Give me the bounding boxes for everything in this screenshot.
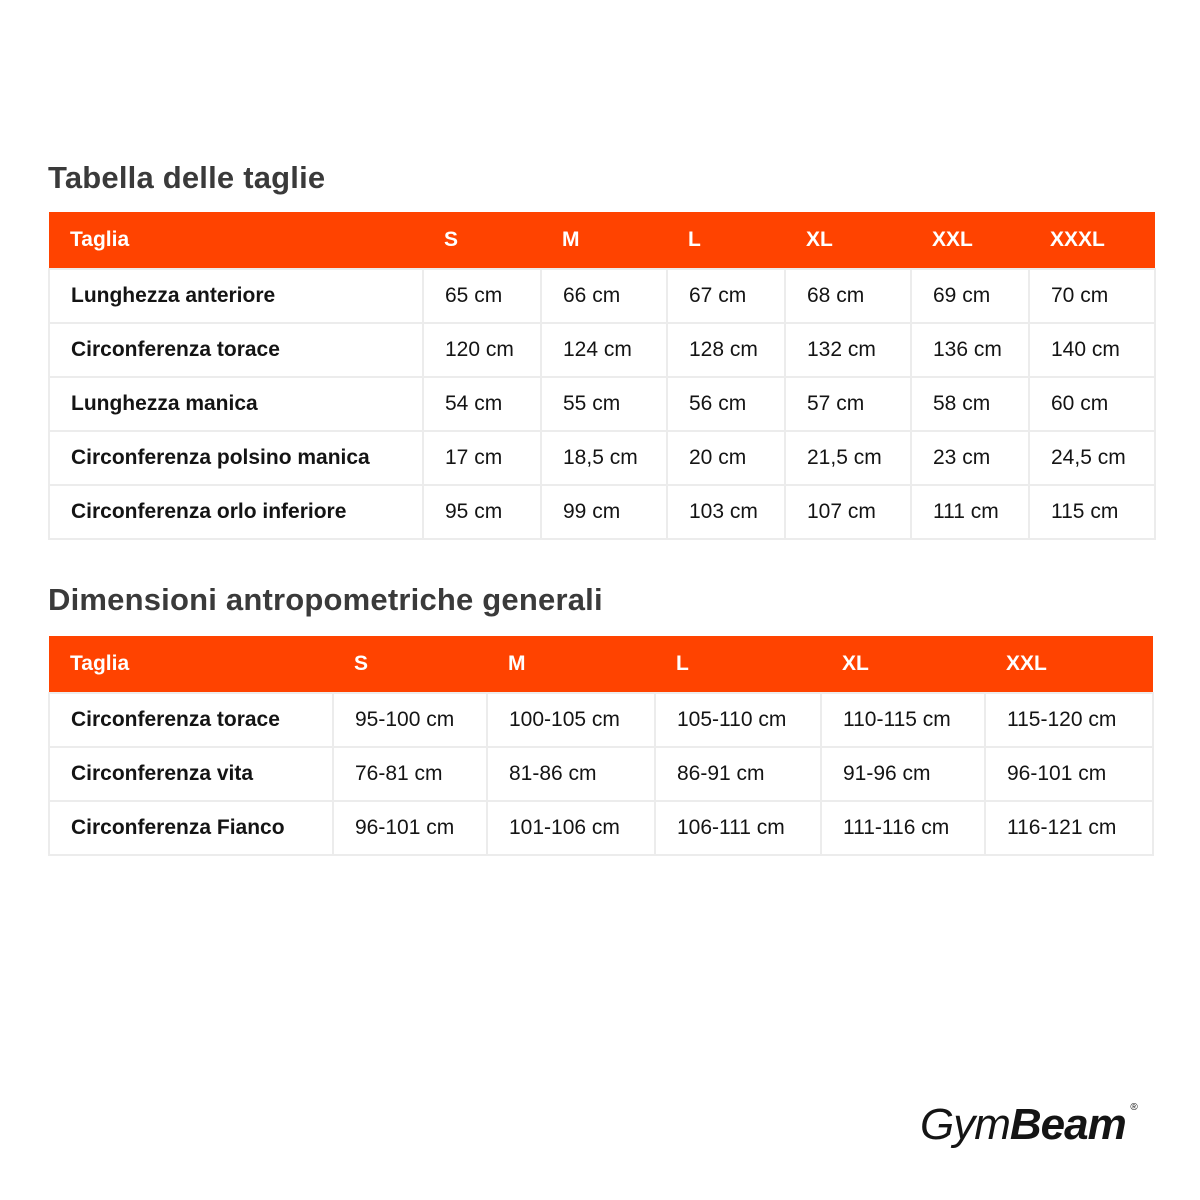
- header-row: [49, 212, 1155, 269]
- table-cell: 66 cm: [541, 269, 667, 323]
- header-cell: XL: [785, 212, 911, 269]
- table-cell: 21,5 cm: [785, 431, 911, 485]
- table-cell: 128 cm: [667, 323, 785, 377]
- table-cell: 24,5 cm: [1029, 431, 1155, 485]
- table-row: [49, 431, 1155, 485]
- table-cell: 101-106 cm: [487, 801, 655, 855]
- header-cell: Taglia: [49, 636, 333, 693]
- table-cell: 111-116 cm: [821, 801, 985, 855]
- table-cell: 106-111 cm: [655, 801, 821, 855]
- table-cell: 18,5 cm: [541, 431, 667, 485]
- table-cell: 110-115 cm: [821, 693, 985, 747]
- table-cell: 136 cm: [911, 323, 1029, 377]
- row-label: Circonferenza orlo inferiore: [49, 485, 423, 539]
- table-cell: 57 cm: [785, 377, 911, 431]
- table-cell: 96-101 cm: [985, 747, 1153, 801]
- table-row: [49, 801, 1153, 855]
- table-cell: 124 cm: [541, 323, 667, 377]
- table-cell: 68 cm: [785, 269, 911, 323]
- table-cell: 56 cm: [667, 377, 785, 431]
- logo-text-beam: Beam: [1009, 1100, 1126, 1149]
- size-table: [48, 212, 1156, 540]
- gymbeam-logo: [920, 1100, 1138, 1150]
- header-cell: M: [487, 636, 655, 693]
- table-cell: 60 cm: [1029, 377, 1155, 431]
- table-cell: 67 cm: [667, 269, 785, 323]
- row-label: Circonferenza vita: [49, 747, 333, 801]
- anthropometric-table: [48, 636, 1154, 856]
- table-cell: 91-96 cm: [821, 747, 985, 801]
- table-cell: 96-101 cm: [333, 801, 487, 855]
- table-cell: 132 cm: [785, 323, 911, 377]
- table-cell: 58 cm: [911, 377, 1029, 431]
- table-cell: 115 cm: [1029, 485, 1155, 539]
- row-label: Circonferenza torace: [49, 323, 423, 377]
- row-label: Lunghezza anteriore: [49, 269, 423, 323]
- header-cell: M: [541, 212, 667, 269]
- row-label: Lunghezza manica: [49, 377, 423, 431]
- header-cell: S: [423, 212, 541, 269]
- table-cell: 107 cm: [785, 485, 911, 539]
- table-cell: 20 cm: [667, 431, 785, 485]
- table-cell: 116-121 cm: [985, 801, 1153, 855]
- table-row: [49, 747, 1153, 801]
- table-cell: 65 cm: [423, 269, 541, 323]
- registered-mark: ®: [1130, 1102, 1138, 1113]
- table-cell: 69 cm: [911, 269, 1029, 323]
- table-cell: 95 cm: [423, 485, 541, 539]
- table-row: [49, 269, 1155, 323]
- anthropometric-table-title: Dimensioni antropometriche generali: [48, 582, 603, 617]
- table-cell: 111 cm: [911, 485, 1029, 539]
- table-cell: 103 cm: [667, 485, 785, 539]
- size-table-title: Tabella delle taglie: [48, 160, 326, 195]
- table-cell: 120 cm: [423, 323, 541, 377]
- header-cell: L: [655, 636, 821, 693]
- header-cell: L: [667, 212, 785, 269]
- table-row: [49, 693, 1153, 747]
- table-cell: 86-91 cm: [655, 747, 821, 801]
- header-cell: Taglia: [49, 212, 423, 269]
- header-cell: XXL: [911, 212, 1029, 269]
- row-label: Circonferenza torace: [49, 693, 333, 747]
- table-cell: 17 cm: [423, 431, 541, 485]
- table-cell: 100-105 cm: [487, 693, 655, 747]
- table-row: [49, 485, 1155, 539]
- table-cell: 81-86 cm: [487, 747, 655, 801]
- header-cell: XL: [821, 636, 985, 693]
- table-cell: 99 cm: [541, 485, 667, 539]
- table-cell: 95-100 cm: [333, 693, 487, 747]
- table-cell: 23 cm: [911, 431, 1029, 485]
- header-cell: S: [333, 636, 487, 693]
- table-cell: 115-120 cm: [985, 693, 1153, 747]
- table-cell: 54 cm: [423, 377, 541, 431]
- table-cell: 140 cm: [1029, 323, 1155, 377]
- table-row: [49, 377, 1155, 431]
- logo-text-gym: Gym: [920, 1100, 1010, 1149]
- row-label: Circonferenza Fianco: [49, 801, 333, 855]
- table-cell: 55 cm: [541, 377, 667, 431]
- table-cell: 105-110 cm: [655, 693, 821, 747]
- header-row: [49, 636, 1153, 693]
- table-row: [49, 323, 1155, 377]
- header-cell: XXXL: [1029, 212, 1155, 269]
- table-cell: 70 cm: [1029, 269, 1155, 323]
- table-cell: 76-81 cm: [333, 747, 487, 801]
- header-cell: XXL: [985, 636, 1153, 693]
- row-label: Circonferenza polsino manica: [49, 431, 423, 485]
